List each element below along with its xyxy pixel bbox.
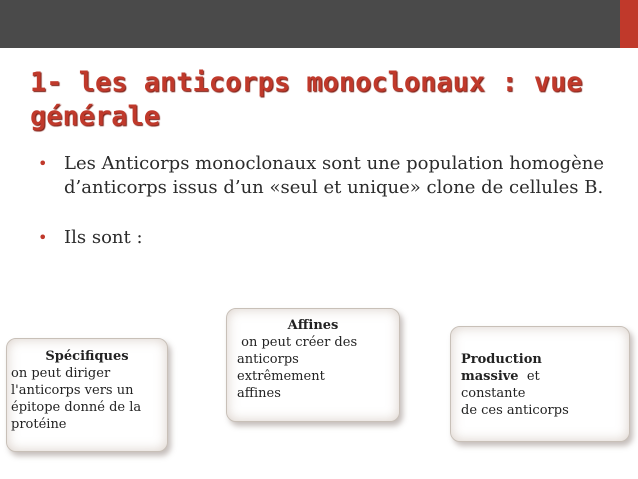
box-specifiques bbox=[6, 338, 168, 452]
box-line: on peut diriger bbox=[11, 366, 111, 381]
bullet-list bbox=[38, 152, 618, 250]
box-line: protéine bbox=[11, 417, 67, 432]
box-affines bbox=[226, 308, 400, 422]
box-emphasis: massive bbox=[461, 369, 519, 384]
box-heading: Spécifiques bbox=[45, 349, 129, 364]
box-line-rest: et bbox=[518, 369, 540, 384]
box-line: anticorps bbox=[237, 352, 299, 367]
box-body bbox=[451, 368, 629, 419]
bullet-item: • Ils sont : bbox=[38, 226, 618, 250]
top-bar bbox=[0, 0, 638, 48]
box-line: constante bbox=[461, 386, 526, 401]
box-line: extrêmement bbox=[237, 369, 325, 384]
slide-title: 1- les anticorps monoclonaux : vue générale bbox=[30, 67, 583, 132]
box-line: on peut créer des bbox=[237, 335, 358, 350]
box-heading: Production bbox=[461, 352, 542, 367]
top-bar-accent bbox=[620, 0, 638, 48]
box-line: affines bbox=[237, 386, 281, 401]
bullet-item: • Les Anticorps monoclonaux sont une population homogène d’anticorps issus d’un «seul et unique» clone de cellules B. bbox=[38, 152, 618, 200]
box-production bbox=[450, 326, 630, 442]
box-heading: Affines bbox=[287, 318, 339, 333]
box-body bbox=[7, 365, 167, 433]
box-line: épitope donné de la bbox=[11, 400, 142, 415]
box-line: de ces anticorps bbox=[461, 403, 569, 418]
box-body bbox=[227, 334, 399, 402]
box-line: l'anticorps vers un bbox=[11, 383, 134, 398]
box-line bbox=[461, 368, 619, 385]
